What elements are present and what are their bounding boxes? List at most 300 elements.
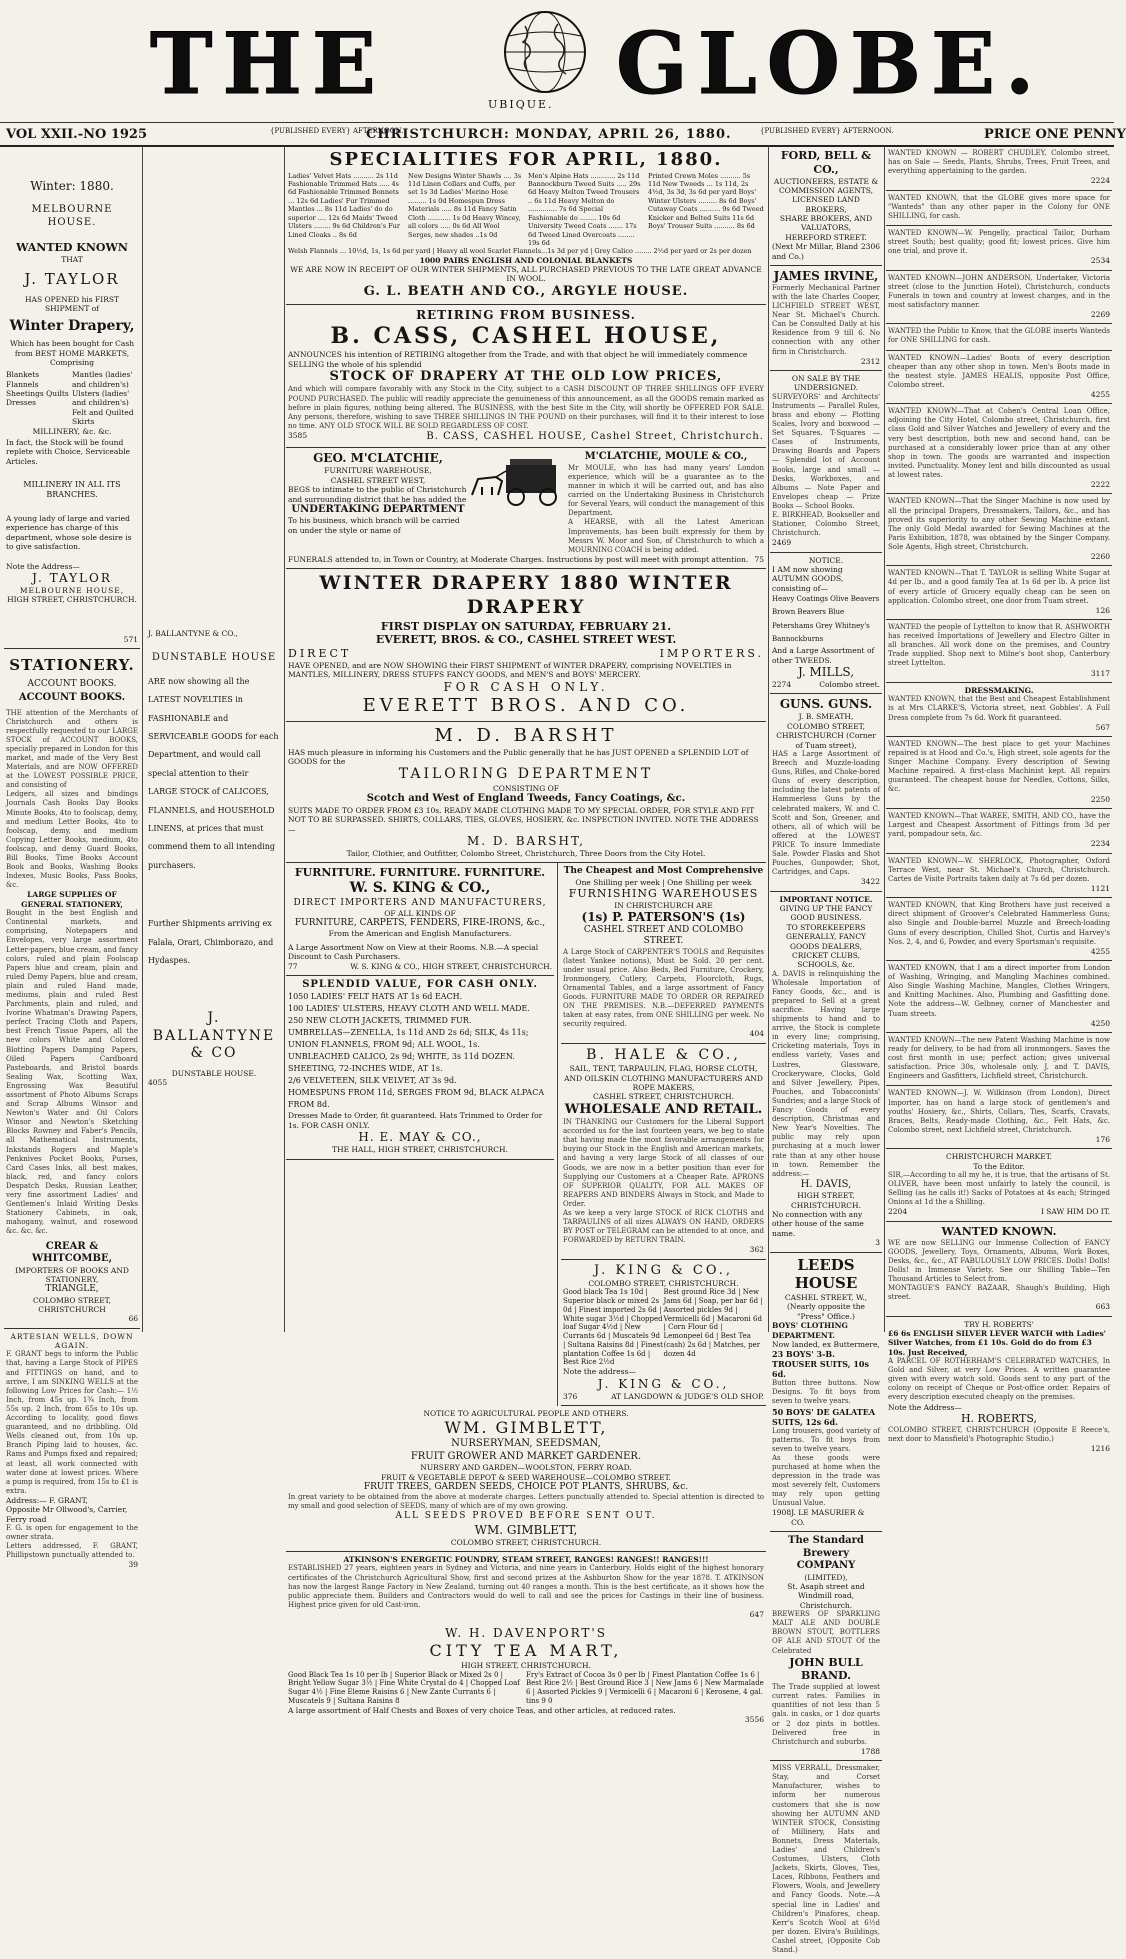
wells-advert: [4, 1329, 140, 1574]
everett-headline: WINTER DRAPERY 1880 WINTER DRAPERY: [319, 572, 733, 618]
may-line: SHEETING, 72-INCHES WIDE, AT 1s.: [288, 1064, 443, 1074]
wanted-advert: [886, 620, 1112, 683]
leeds-line: 50 BOYS' DE GALATEA SUITS, 12s 6d.: [772, 1406, 876, 1427]
wanted-advert: [886, 854, 1112, 899]
leeds-line-note: Long trousers, good variety of patterns. To fit boys from seven to twelve years.: [772, 1426, 880, 1453]
ballantyne-advert: [146, 626, 282, 1092]
mills-street: Colombo street.: [819, 680, 880, 690]
may-address: THE HALL, HIGH STREET, CHRISTCHURCH.: [332, 1145, 508, 1155]
leeds-line: 23 BOYS' 3-B. TROUSER SUITS, 10s 6d.: [772, 1349, 870, 1380]
ad-reference: 4255: [1090, 389, 1110, 399]
wells-address-2: Opposite Mr Ollwood's, Carrier, Ferry road: [6, 1505, 128, 1524]
ad-reference: 1216: [1090, 1443, 1110, 1453]
gimblett-nursery: NURSERY AND GARDEN—WOOLSTON, FERRY ROAD.: [420, 1463, 632, 1473]
wanted-text: WANTED KNOWN—That WAREE, SMITH, AND CO., have the Largest and Cheapest Assortment of Fittings from 3d per yard, pompadour sets, &c.: [888, 811, 1110, 839]
volume-number: VOL XXII.-NO 1925: [6, 127, 148, 142]
ad-reference: 4250: [1090, 1018, 1110, 1028]
ad-reference: 567: [1095, 722, 1110, 732]
ad-reference: 39: [128, 1560, 138, 1570]
bazaar-body: WE are now SELLING our Immense Collection of FANCY GOODS, Jewellery, Toys, Ornaments, Albums, Work Boxes, Desks, &c., &c., AT FABULOUSLY LOW PRICES. Dolls! Dolls! Dolls! in Immense Variety. See our Shilling Table—Ten Thousand Articles to Select from.: [888, 1238, 1110, 1283]
irvine-name: JAMES IRVINE,: [773, 268, 879, 283]
stationery-sub: ACCOUNT BOOKS.: [18, 692, 126, 703]
column-rule: [284, 146, 285, 1332]
published-note-left: {PUBLISHED EVERY} AFTERNOON.: [270, 127, 404, 135]
paterson-title: FURNISHING WAREHOUSES: [568, 886, 759, 900]
column-rule: [884, 146, 885, 1332]
cass-body: And which will compare favorably with any Stock in the City, subject to a CASH DISCOUNT OF THREE SHILLINGS OFF EVERY POUND PURCHASED. The public will readily appreciate the genuineness of this announcement, as all the GOODS remain marked as before in plain figures, nothing being altered. The BUSINESS, with the best Site in the City, will shortly be OFFERED FOR SALE. Any persons, therefore, wishing to save THREE SHILLINGS IN THE POUND on their purchases, will find it to their interest to lose no time. ANY OLD STOCK WILL BE SOLD REGARDLESS OF COST.: [288, 385, 764, 430]
stationery-intro: THE attention of the Merchants of Christchurch and others is respectfully requested to our LARGE STOCK of ACCOUNT BOOKS, specially prepared in London for this market, and made of the Very Best Materials, and are NOW OFFERED at the LOWEST POSSIBLE PRICE, and consisting of: [6, 708, 138, 790]
bazaar-title: WANTED KNOWN.: [941, 1224, 1057, 1238]
masthead-motto: UBIQUE.: [488, 98, 554, 111]
king-from: From the American and English Manufacturers.: [328, 929, 512, 939]
paterson-name: (1s) P. PATERSON'S (1s): [581, 910, 746, 925]
ad-reference: 2306: [860, 242, 880, 252]
ad-reference: 376: [563, 1391, 578, 1401]
speciality-flannels: Welsh Flannels ... 10½d, 1s, 1s 6d per yard | Heavy all wool Scarlet Flannels...1s 3d per yd | Grey Calico ........ 2½d per yard or 2s per dozen: [288, 247, 752, 256]
smeath-title: GUNS. GUNS.: [779, 697, 873, 712]
wanted-text: WANTED KNOWN—J. W. Wilkinson (from London), Direct Importer, has on hand a large stock of gentlemen's and youths' Hosiery, &c., Shirts, Collars, Ties, Scarfs, Cravats, Braces, Belts, Ready-made Clothing, &c., Felt Hats, &c. Colombo street, next Lichfield street, Christchurch.: [888, 1089, 1110, 1134]
davenport-name: W. H. DAVENPORT'S: [445, 1626, 607, 1641]
leeds-landed: Now landed, ex Buttermere,: [772, 1339, 880, 1349]
column-4: [770, 146, 882, 1955]
leeds-street: CASHEL STREET, W.,: [784, 1293, 868, 1303]
brewery-advert: [770, 1532, 882, 1761]
wanted-text: WANTED the Public to Know, that the GLOBE inserts Wanteds for ONE SHILLING for cash.: [888, 327, 1110, 345]
barsht-advert: [286, 722, 766, 863]
wanted-advert: [886, 961, 1112, 1033]
atkinson-advert: [286, 1552, 766, 1623]
paterson-advert: [561, 863, 766, 1043]
mills-advert: [770, 553, 882, 695]
king-trade: DIRECT IMPORTERS AND MANUFACTURERS,: [293, 897, 547, 908]
may-line: UMBRELLAS—ZENELLA, 1s 11d AND 2s 6d; SILK, 4s 11s;: [288, 1028, 529, 1038]
ad-reference: 1121: [1090, 883, 1110, 893]
may-dresses: Dresses Made to Order, fit guaranteed. Hats Trimmed to Order for 1s. FOR CASH ONLY.: [288, 1111, 543, 1130]
cass-footer: B. CASS, CASHEL HOUSE, Cashel Street, Christchurch.: [426, 430, 764, 442]
ad-reference: 647: [749, 1609, 764, 1619]
mclatchie-dept: UNDERTAKING DEPARTMENT: [291, 503, 465, 515]
column-3: [286, 146, 766, 1725]
ad-reference: 2250: [1090, 794, 1110, 804]
stationery-place: TRIANGLE,: [45, 1284, 99, 1295]
ford-licensed: LICENSED LAND BROKERS,: [792, 195, 860, 214]
irvine-body: Formerly Mechanical Partner with the late Charles Cooper, LICHFIELD STREET WEST, Near St. Michael's Church. Can be Consulted Daily at his Residence from 9 till 6. No connection with any other firm in Christchurch.: [772, 283, 880, 356]
smeath-name: J. B. SMEATH,: [798, 712, 854, 722]
roberts-top: TRY H. ROBERTS': [964, 1319, 1034, 1329]
king-advert: [286, 863, 554, 976]
signature-street: HIGH STREET, CHRISTCHURCH.: [7, 595, 137, 605]
wanted-advert: [886, 1086, 1112, 1149]
davis-street: HIGH STREET, CHRISTCHURCH.: [791, 1191, 861, 1210]
wells-address: Address:— F. GRANT,: [6, 1495, 88, 1505]
mclatchie-funerals: FUNERALS attended to, in Town or Country, at Moderate Charges. Instructions by post will meet with prompt attention.: [288, 554, 749, 564]
paterson-in: IN CHRISTCHURCH ARE: [614, 900, 713, 910]
wanted-text: WANTED KNOWN, that the GLOBE gives more space for "Wanteds" than any other paper in the Colony for ONE SHILLING, for cash.: [888, 193, 1110, 220]
davenport-advert: [286, 1623, 766, 1728]
davis-body: A. DAVIS is relinquishing the Wholesale Importation of Fancy Goods, &c., and is prepared to Sell at a great sacrifice. Having large shipments to hand and to arrive, the Stock is complete in every line; comprising, Cricketing materials, Toys in endless variety, Vases and Lustres, Glassware, Crockeryware, Clocks, Gold and Silver Jewellery, Pipes, Pouches, and Tobacconists' Sundries; and a large Stock of Fancy Goods of every description, Christmas and New Year's Novelties. The public may rely upon purchasing at a much lower rate than at any other house in town. Remember the address:—: [772, 969, 880, 1178]
wanted-advert: [886, 1033, 1112, 1086]
leeds-note: (Nearly opposite the "Press" Office.): [786, 1302, 865, 1321]
hearse-icon: [468, 451, 568, 511]
barsht-goods: Scotch and West of England Tweeds, Fancy Coatings, &c.: [366, 793, 686, 805]
speciality-blankets: 1000 PAIRS ENGLISH AND COLONIAL BLANKETS: [419, 255, 633, 265]
column-rule: [768, 146, 769, 1332]
king-name: W. S. KING & CO.,: [349, 880, 491, 897]
ad-reference: 404: [749, 1029, 764, 1039]
brewery-address: St. Asaph street and Windmill road, Christchurch.: [787, 1582, 865, 1610]
ad-reference: 2469: [772, 538, 792, 548]
mills-notice: NOTICE.: [808, 555, 844, 565]
wanted-advert: [886, 404, 1112, 494]
ad-reference: 2534: [1090, 256, 1110, 266]
ballantyne-sig-house: DUNSTABLE HOUSE.: [171, 1068, 257, 1078]
cass-stock: STOCK OF DRAPERY AT THE OLD LOW PRICES,: [329, 369, 723, 385]
may-headline: SPLENDID VALUE, FOR CASH ONLY.: [302, 978, 538, 990]
season: Winter: 1880.: [30, 179, 114, 193]
speciality-advance: WE ARE NOW IN RECEIPT OF OUR WINTER SHIPMENTS, ALL PURCHASED PREVIOUS TO THE LATE GREAT ADVANCE IN WOOL.: [290, 264, 762, 284]
wanted-text: WANTED the people of Lyttelton to know that R. ASHWORTH has received Importations of Jewellery and Electro Gilter in all branches. All work done on the premises, and Country Trade supplied. Shop next to Milne's boot shop, Canterbury street Lyttelton.: [888, 623, 1110, 668]
comprising: Comprising: [49, 357, 95, 367]
barsht-signature: M. D. BARSHT,: [467, 833, 585, 848]
stationery-title: STATIONERY.: [9, 656, 135, 674]
jking-address: AT LANGDOWN & JUDGE'S OLD SHOP.: [611, 1391, 764, 1401]
everett-advert: [286, 569, 766, 722]
ad-reference: 2260: [1090, 551, 1110, 561]
wanted-text: WANTED KNOWN—JOHN ANDERSON, Undertaker, Victoria street (close to the Junction Hotel), Christchurch, conducts Funerals in town and country at lowest charges, and in the most satisfactory manner.: [888, 273, 1110, 309]
king-view: A Large Assortment Now on View at their Rooms. N.B.—A special Discount to Cash Purchasers.: [288, 942, 539, 962]
wanted-advert: [886, 351, 1112, 405]
verrall-advert: [770, 1761, 882, 1959]
hale-name: B. HALE & CO.,: [586, 1046, 741, 1063]
leeds-advert: [770, 1253, 882, 1533]
gimblett-body: In great variety to be obtained from the above at moderate charges. Letters punctually attended to. Special attention is directed to my small and good selection of SEEDS, many of which are of my own growing.: [288, 1493, 764, 1511]
jking-name: J. KING & CO.,: [593, 1262, 734, 1278]
paterson-street: CASHEL STREET AND COLOMBO STREET.: [583, 925, 744, 947]
gimblett-notice: NOTICE TO AGRICULTURAL PEOPLE AND OTHERS.: [423, 1408, 629, 1418]
ad-reference: 4055: [148, 1078, 168, 1088]
ballantyne-signature: J. BALLANTYNE & CO: [152, 1010, 276, 1062]
mills-body: I AM now showing AUTUMN GOODS, consisting of—: [772, 565, 844, 593]
wanted-text: WANTED KNOWN—That the Singer Machine is now used by all the principal Drapers, Dressmakers, Tailors, &c., and has proved its superiority to any other Sewing Machine extant. The only Gold Medal awarded for Sewing Machines at the Paris Exhibition, 1878, was obtained by the Singer Company. Sole Agents, High street, Christchurch.: [888, 497, 1110, 551]
masthead: [0, 0, 1114, 122]
wanted-heading: WANTED KNOWN: [16, 241, 128, 254]
ad-reference: 1788: [860, 1746, 880, 1756]
brewery-trade: The Trade supplied at lowest current rates. Families in quantities of not less than 5 gals. in casks, or 1 doz quarts or 2 doz pints in bottles. Delivered free in Christchurch and suburbs.: [772, 1683, 880, 1746]
ad-reference: 1908: [772, 1508, 792, 1518]
wanted-text: WANTED KNOWN—The new Patent Washing Machine is now ready for delivery, to be had from all ironmongers. Saves the cost first month in use; perfect action; gives universal satisfaction. Price 30s, wholesale only. J. and T. DAVIS, Engineers and Gasfitters, Lichfield street, Christchurch.: [888, 1036, 1110, 1081]
gimblett-advert: [286, 1406, 766, 1552]
gimblett-name: WM. GIMBLETT,: [444, 1418, 608, 1438]
cass-announces: ANNOUNCES his intention of RETIRING altogether from the Trade, and with that object he will immediately commence SELLING the whole of his splendid: [288, 350, 748, 369]
verrall-body: MISS VERRALL, Dressmaker, Stay, and Corset Manufacturer, wishes to inform her numerous customers that she is now showing her AUTUMN AND WINTER STOCK, Consisting of Millinery, Hats and Bonnets, Dress Materials, Ladies' and Children's Costumes, Ulsters, Cloth Jackets, Skirts, Gloves, Ties, Laces, Ribbons, Feathers and Flowers, Wools, and Jewellery and Fancy Goods. Note.—A special line in Ladies' and Children's Pinafores, cheap. Kerr's Scotch Wool at 6½d per dozen. Elvira's Buildings, Cashel street, (Opposite Cob Stand.): [772, 1764, 880, 1955]
atkinson-title: ATKINSON'S ENERGETIC FOUNDRY, STEAM STREET, RANGES! RANGES!! RANGES!!!: [343, 1555, 709, 1565]
gimblett-trees: FRUIT TREES, GARDEN SEEDS, CHOICE POT PLANTS, SHRUBS, &c.: [363, 1482, 689, 1492]
specialities-title: SPECIALITIES FOR APRIL, 1880.: [329, 149, 723, 170]
lower-section: [286, 863, 766, 1406]
may-line: HOMESPUNS FROM 11d, SERGES FROM 9d, BLACK ALPACA FROM 8d.: [288, 1088, 545, 1110]
price: PRICE ONE PENNY: [984, 127, 1126, 142]
masthead-title-left: THE: [150, 14, 386, 113]
dressmaking-advert: [886, 683, 1112, 737]
ad-reference: 126: [1095, 605, 1110, 615]
ad-reference: 77: [288, 961, 298, 971]
hale-trade: SAIL, TENT, TARPAULIN, FLAG, HORSE CLOTH, AND OILSKIN CLOTHING MANUFACTURERS AND ROPE MAKERS,: [564, 1064, 763, 1093]
davis-name: H. DAVIS,: [800, 1178, 852, 1190]
jking-note: Note the address—: [563, 1367, 636, 1377]
everett-importers: IMPORTERS.: [659, 647, 764, 661]
mills-more: And a Large Assortment of other TWEEDS.: [772, 646, 875, 665]
wanted-advert: [886, 146, 1112, 191]
hale-advert: [561, 1044, 766, 1260]
speciality-list: Ladies' Velvet Hats .......... 2s 11d Fashionable Trimmed Hats ..... 4s 6d Fashionable Trimmed Bonnets ... 12s 6d Ladies' Fur Trimmed Mantles ... 8s 11d Ladies' do do superior .... 12s 6d Maids' Tweed Ulsters ........ 9s 6d Children's Fur Lined Cloaks .. 8s 6d: [288, 171, 400, 239]
ford-sub: AUCTIONEERS, ESTATE & COMMISSION AGENTS,: [773, 176, 879, 195]
specialities-footer: G. L. BEATH AND CO., ARGYLE HOUSE.: [363, 283, 689, 299]
ad-reference: 3556: [744, 1715, 764, 1725]
items-right: Mantles (ladies' and children's) Ulsters (ladies' and children's) Felt and Quilted Skirts: [72, 370, 134, 427]
wells-note: F. G. is open for engagement to the owner strata.: [6, 1524, 138, 1542]
brewery-body: BREWERS OF SPARKLING MALT ALE AND DOUBLE BROWN STOUT, BOTTLERS OF ALE AND STOUT Of the Celebrated: [772, 1610, 880, 1655]
everett-direct: DIRECT: [288, 647, 352, 661]
wanted-text: WANTED KNOWN — ROBERT CHUDLEY, Colombo street, has on Sale — Seeds, Plants, Shrubs, Trees, Fruit Trees, and everything appertaining to the garden.: [888, 149, 1110, 176]
wanted-advert: [886, 566, 1112, 620]
roberts-body: A PARCEL OF ROTHERHAM'S CELEBRATED WATCHES, In Gold and Silver, at very Low Prices. A written guarantee given with every watch sold. Goods sent to any part of the colony on receipt of Cheque or Post-office order. Repairs of every description executed cheaply on the premises.: [888, 1357, 1110, 1402]
ad-reference: 2204: [888, 1207, 908, 1217]
gimblett-depot: FRUIT & VEGETABLE DEPOT & SEED WAREHOUSE—COLOMBO STREET.: [381, 1472, 671, 1482]
hale-street: CASHEL STREET, CHRISTCHURCH.: [592, 1092, 735, 1102]
wells-body: F. GRANT begs to inform the Public that, having a Large Stock of PIPES and FITTINGS on hand, and to arrive, I am SINKING WELLS at the following Low Prices for Cash:— 1½ Inch, from 45s up. 1¾ Inch, from 55s up. 2 Inch, from 65s to 10s up. According to locality, good flows guaranteed, and no dribbling. Old Wells cleaned out, from 10s up. Branch Piping laid to houses, &c. Rams and Pumps fixed and repaired; at least, all work connected with water done at lowest prices. Where a pump is required, from 15s to £1 is extra.: [6, 1350, 138, 1495]
roberts-address: COLOMBO STREET, CHRISTCHURCH (Opposite E Reece's, next door to Mansfield's Photographic Studio.): [888, 1425, 1110, 1443]
stationery-list: Ledgers, all sizes and bindings Journals Cash Books Day Books Minute Books, 4to to foolscap, demy, and medium Letter Books, 4to to foolscap, demy, and medium Copying Letter Books, medium, 4to foolscap, and demy Guard Books, Bill Books, Time Books Account Book and Books, Washing Books Indexes, Music Books, Pass Books, &c.: [6, 790, 138, 890]
ad-reference: 3422: [860, 877, 880, 887]
roberts-advert: [886, 1317, 1112, 1458]
davis-note: No connection with any other house of the same name.: [772, 1210, 864, 1238]
ad-reference: 2224: [1090, 176, 1110, 186]
ad-reference: 4255: [1090, 946, 1110, 956]
letter-signature: I SAW HIM DO IT.: [1040, 1207, 1110, 1217]
ad-reference: 3117: [1090, 668, 1110, 678]
davenport-title: CITY TEA MART,: [429, 1641, 623, 1661]
ad-reference: 663: [1095, 1302, 1110, 1312]
mclatchie-firm: M'CLATCHIE, MOULE & CO.,: [584, 451, 748, 463]
ad-reference: 2269: [1090, 309, 1110, 319]
ad-reference: 66: [128, 1314, 138, 1324]
gimblett-seeds: ALL SEEDS PROVED BEFORE SENT OUT.: [395, 1511, 657, 1522]
leeds-line-note: Button three buttons. Now Designs. To fit boys from seven to twelve years.: [772, 1379, 880, 1406]
masthead-title-right: GLOBE.: [616, 14, 1045, 113]
wanted-text: WANTED KNOWN, that I am a direct importer from London of Washing, Wringing, and Mangling Machines combined. Also Single Washing Machine, Mangles, Clothes Wringers, and Knitting Machines. Also, Plumbing and Gasfitting done. Note the address—W. Gelbney, corner of Manchester and Tuam streets.: [888, 964, 1110, 1018]
gimblett-signature: WM. GIMBLETT,: [474, 1522, 578, 1537]
everett-body: HAVE OPENED, and are NOW SHOWING their FIRST SHIPMENT of WINTER DRAPERY, comprising NOVELTIES in MANTLES, MILLINERY, DRESS STUFFS FANCY GOODS, and MEN'S and BOYS' MERCERY.: [288, 660, 732, 680]
paterson-body: A Large Stock of CARPENTER'S TOOLS and Requisites (latest Yankee notions), Must be Sold. 20 per cent. under usual price. Also Beds, Bed Furniture, Crockery, Ironmongery, Cutlery, Carpets, Floorcloth, Rugs, Ornamental Tables, and a large assortment of Fancy Goods. FURNITURE MADE TO ORDER OR REPAIRED ON THE PREMISES. N.B.—DEFERRED PAYMENTS taken at easy rates, from ONE SHILLING per week. No security required.: [563, 947, 764, 1029]
wanted-text: WANTED KNOWN—The best place to get your Machines repaired is at Hood and Co.'s, High street, sole agents for the Singer Machine Company. Every description of Sewing Machine repaired. A first-class Machinist kept. All repairs guaranteed. The cheapest house for Needles, Cottons, Silks, &c.: [888, 739, 1110, 794]
king-headline: FURNITURE. FURNITURE. FURNITURE.: [294, 866, 546, 880]
ad-reference: 362: [749, 1245, 764, 1255]
smeath-body: HAS a Large Assortment of Breech and Muzzle-loading Guns, Rifles, and Choke-bored Guns of every description, including the latest patents of Hammerless Guns by the celebrated makers, W. and C. Scott and Son, Greener, and others, all of which will be offered at the LOWEST PRICE To insure Immediate Sale. Powder Flasks and Shot Pouches, Gunpowder, Shot, Cartridges, and Caps.: [772, 749, 880, 877]
leeds-signature: J. LE MASURIER & CO.: [791, 1508, 865, 1527]
everett-cash: FOR CASH ONLY.: [443, 679, 609, 694]
letter-editor: To the Editor.: [973, 1161, 1025, 1171]
millinery-heading: MILLINERY IN ALL ITS BRANCHES.: [23, 480, 121, 499]
jking-advert: [561, 1260, 766, 1406]
wanted-advert: [886, 898, 1112, 961]
hale-body: IN THANKING our Customers for the Liberal Support accorded us for the last fourteen years, we beg to state that having made the most favorable arrangements for buying our Stock in the English and American markets, and having a very large Stock of all classes of our Goods, we are now in a better position than ever for Supplying our Customers at a Cheaper Rate. APRONS OF SUPERIOR QUALITY, FOR ALL MAKES OF REAPERS AND BINDERS Always in Stock, and Made to Order.: [563, 1118, 764, 1208]
king-kinds: OF ALL KINDS OF: [384, 908, 456, 918]
birkhead-title: ON SALE BY THE UNDERSIGNED.: [791, 374, 861, 393]
ballantyne-body: ARE now showing all the LATEST NOVELTIES in FASHIONABLE and SERVICEABLE GOODS for each Department, and would call special attention to their LARGE STOCK of CALICOES, FLANNELS, and HOUSEHOLD LINENS, at prices that must commend them to all intending purchasers.: [148, 676, 279, 870]
market-title: CHRISTCHURCH MARKET.: [945, 1152, 1053, 1162]
everett-firm: EVERETT, BROS. & CO., CASHEL STREET WEST.: [375, 633, 677, 647]
place-date: CHRISTCHURCH: MONDAY, APRIL 26, 1880.: [366, 127, 732, 142]
hale-stock: As we keep a very large STOCK of RICK CLOTHS and TARPAULINS of all sizes ALWAYS ON HAND, ORDERS BY POST or TELEGRAM can be attended to at once, and FORWARDED by RETURN TRAIN.: [563, 1209, 764, 1245]
roberts-price: £6 6s ENGLISH SILVER LEVER WATCH with Ladies' Silver Watches, from £1 10s. Gold do do from £3 10s. Just Received,: [888, 1328, 1106, 1357]
ad-reference: 571: [123, 634, 138, 644]
taylor-advert: [4, 146, 140, 649]
cass-advert: [286, 305, 766, 448]
may-line: 250 NEW CLOTH JACKETS, TRIMMED FUR.: [288, 1016, 472, 1026]
ad-reference: 3585: [288, 430, 308, 440]
wanted-advert: [886, 191, 1112, 226]
wanted-text: WANTED KNOWN—W. Pengelly, practical Tailor, Durham street South; best quality; good fit; lowest prices. Give him one trial, and prove it.: [888, 228, 1110, 256]
lady-note: A young lady of large and varied experience has charge of this department, whose sole desire is to give satisfaction.: [6, 514, 132, 552]
davenport-prices-left: Good Black Tea 1s 10 per lb | Superior Black or Mixed 2s 0 | Bright Yellow Sugar 3½ | Fine White Crystal do 4 | Chopped Loaf Sugar 4½ | Fine Eleme Raisins 6 | New Zante Currants 6 | Muscatels 9 | Sultana Raisins 8: [288, 1670, 520, 1705]
stationery-firm-sub: IMPORTERS OF BOOKS AND STATIONERY,: [15, 1265, 129, 1284]
barsht-consisting: CONSISTING OF: [493, 783, 559, 793]
davis-sub-2: TO STOREKEEPERS GENERALLY, FANCY GOODS DEALERS, CRICKET CLUBS, SCHOOLS, &c.: [785, 922, 867, 970]
ad-reference: 3: [875, 1238, 880, 1248]
wanted-advert: [886, 494, 1112, 566]
ford-name: FORD, BELL & CO.,: [780, 149, 872, 176]
ford-street: HEREFORD STREET.: [785, 232, 867, 242]
barsht-address: Tailor, Clothier, and Outfitter, Colombo Street, Christchurch, Three Doors from the City Hotel.: [346, 848, 706, 858]
wanted-advert: [886, 809, 1112, 854]
column-rule: [142, 146, 143, 1332]
ad-reference: 176: [1095, 1134, 1110, 1144]
wanted-text: WANTED KNOWN—That T. TAYLOR is selling White Sugar at 4d per lb., and a good family Tea at 1s 6d per lb. A price list of every article of Grocery equally cheap can be seen on application. Colombo street, one door from Tuam street.: [888, 569, 1110, 605]
jking-signature: J. KING & CO.,: [597, 1376, 730, 1391]
mclatchie-firm-body: Mr MOULE, who has had many years' London experience, which will be a guarantee as to the manner in which it will be carried out, and has also carried on the Undertaking Business in Christchurch for Several Years, will conduct the management of this Department.: [568, 463, 764, 518]
paterson-top: The Cheapest and Most Comprehensive: [563, 866, 764, 877]
wells-title: ARTESIAN WELLS, DOWN AGAIN.: [10, 1331, 134, 1350]
davenport-prices-right: Fry's Extract of Cocoa 3s 0 per lb | Finest Plantation Coffee 1s 6 | Best Rice 2½ | Best Ground Rice 3 | New Jams 6 | New Marmalade 6 | Assorted Pickles 9 | Vermicelli 6 | Macaroni 6 | Kerosene, 4 gal. tins 9 0: [526, 1670, 764, 1705]
stationery-advert: [4, 649, 140, 1329]
that-word: THAT: [61, 254, 83, 264]
market-letter: [886, 1149, 1112, 1222]
hale-headline: WHOLESALE AND RETAIL.: [564, 1101, 763, 1117]
mills-items: Heavy Coatings Olive Beavers Brown Beavers Blue Petershams Grey Whitney's Bannockburns: [772, 595, 880, 644]
wanted-text: WANTED KNOWN, that King Brothers have just received a direct shipment of Groover's Celebrated Hammerless Guns; also Single and Double-barrel Muzzle and Breech-loading Guns of every description, Chilled Shot, Curtis and Harvey's Nos. 2, 4, and 6, Powder, and every Sportsman's requisite.: [888, 901, 1110, 946]
mclatchie-hearse: A HEARSE, with all the Latest American Improvements, has been built expressly for them by Messrs W. Moor and Son, of Christchurch to which a MOURNING COACH is being added.: [568, 518, 764, 554]
atkinson-body: ESTABLISHED 27 years, eighteen years in Sydney and Victoria, and nine years in Canterbury. Holds eight of the highest honorary certificates of the Christchurch Agricultural Show, first and second prizes at the Ashburton Show for the year 1878. T. ATKINSON has now the largest Range Factory in New Zealand, turning out 40 ranges a month. This is the best certificate, as it shows how the public appreciate them. Builders and Contractors would do well to call and see the prices for Castings in their line of business. Highest price given for old Cast-iron.: [288, 1564, 764, 1609]
bought-note: Which has been bought for Cash from BEST HOME MARKETS,: [9, 339, 135, 358]
house-name: MELBOURNE HOUSE.: [31, 204, 113, 228]
items-left: Blankets Flannels Sheetings Quilts Dresses: [6, 370, 69, 408]
ad-reference: 2274: [772, 680, 792, 690]
roberts-name: H. ROBERTS,: [960, 1411, 1038, 1425]
leeds-dept: BOYS' CLOTHING DEPARTMENT.: [772, 1321, 848, 1340]
brewery-brand: JOHN BULL BRAND.: [789, 1655, 863, 1683]
ad-reference: 2222: [1090, 480, 1110, 490]
cass-retiring: RETIRING FROM BUSINESS.: [416, 307, 636, 322]
advertiser-name: J. TAYLOR: [24, 270, 120, 289]
davenport-street: HIGH STREET, CHRISTCHURCH.: [461, 1661, 591, 1671]
stationery-firm: CREAR & WHITCOMBE,: [31, 1240, 113, 1264]
stationery-large: LARGE SUPPLIES OF GENERAL STATIONERY,: [21, 890, 123, 909]
mclatchie-street: CASHEL STREET WEST,: [330, 475, 426, 485]
king-goods: FURNITURE, CARPETS, FENDERS, FIRE-IRONS, &c.,: [294, 918, 546, 929]
everett-footer: EVERETT BROS. AND CO.: [362, 694, 690, 716]
wanted-text: WANTED KNOWN, that the Best and Cheapest Establishment is at Mrs CLARKE'S, Victoria street, next Gobbles'. A Full Dress complete from 7s 6d. Work fit guaranteed.: [888, 695, 1110, 722]
ford-share: SHARE BROKERS, AND VALUATORS,: [779, 214, 873, 233]
paterson-weekly: One Shilling per week | One Shilling per week: [575, 877, 752, 887]
ballantyne-name: J. BALLANTYNE & CO.,: [148, 629, 238, 638]
column-1: [4, 146, 140, 1570]
jking-prices-left: Good black Tea 1s 10d | Superior black or mixed 2s 0d | Finest imported 2s 6d | White sugar 3½d | Chopped loaf Sugar 4½d | New Currants 6d | Muscatels 9d | Sultana Raisins 8d | Finest plantation Coffee 1s 6d | Best Rice 2½d: [563, 1288, 663, 1367]
brewery-title: The Standard Brewery COMPANY: [788, 1535, 864, 1572]
birkhead-advert: [770, 371, 882, 553]
speciality-list: Printed Crewn Moles .......... 5s 11d New Tweeds ... 1s 11d, 2s 4½d, 3s 3d, 3s 6d per yard Boys' Winter Ulsters ......... 8s 6d Boys' Cutaway Coats .......... 9s 6d Tweed Knicker and Belted Suits 11s 6d Boys' Trouser Suits .......... 8s 6d: [648, 171, 764, 231]
barsht-dept: TAILORING DEPARTMENT: [398, 766, 654, 783]
jking-prices-right: Best ground Rice 3d | New Jams 6d | Soap, per bar 6d | Assorted pickles 9d | Vermicelli 6d | Macaroni 6d | Corn Flour 6d | Lemonpeel 6d | Best Tea (cash) 2s 6d | Matches, per dozen 4d: [663, 1288, 763, 1358]
speciality-list: New Designs Winter Shawls .... 3s 11d Linen Collars and Cuffs, per set 1s 3d Ladies' Merino Hose ......... 1s 0d Homespun Dress Materials ..... 8s 11d Fancy Satin Cloth ........... 1s 0d Heavy Wincey, all colors ..... 0s 6d All Wool Serges, new shades ..1s 0d: [408, 171, 522, 239]
may-line: UNION FLANNELS, FROM 9d; ALL WOOL, 1s.: [288, 1040, 480, 1050]
ballantyne-further: Further Shipments arriving ex Falala, Orari, Chimborazo, and Hydaspes.: [148, 919, 274, 965]
globe-icon: [470, 6, 620, 102]
barsht-name: M. D. BARSHT: [434, 725, 618, 747]
signature-name: J. TAYLOR: [32, 570, 112, 585]
may-name: H. E. MAY & CO.,: [358, 1130, 482, 1145]
address-note: Note the Address—: [6, 561, 80, 571]
signature-house: MELBOURNE HOUSE,: [19, 585, 125, 595]
davis-title: IMPORTANT NOTICE.: [779, 894, 873, 904]
roberts-note: Note the Address—: [888, 1402, 962, 1412]
may-line: 100 LADIES' ULSTERS, HEAVY CLOTH AND WELL MADE.: [288, 1004, 530, 1014]
wanted-text: WANTED KNOWN—Ladies' Boots of every description cheaper than any other shop in town. Men's Boots made in the neatest style. JAMES HEALIS, opposite Post Office, Colombo street.: [888, 353, 1110, 389]
birkhead-signature: E. BIRKHEAD, Bookseller and Stationer, Colombo Street, Christchurch.: [772, 510, 880, 538]
millinery-note: MILLINERY, &c. &c.: [32, 426, 112, 436]
gimblett-address: COLOMBO STREET, CHRISTCHURCH.: [450, 1537, 602, 1547]
speciality-list: Men's Alpine Hats ............ 2s 11d Bannockburn Tweed Suits ..... 29s 6d Heavy Melton Tweed Trousers .. 6s 11d Heavy Melton do .............. 7s 6d Special Fashionable do ........ 10s 6d University Tweed Coats ....... 17s 6d Tweed Lined Overcoats ........ 19s 6d: [528, 171, 641, 247]
wanted-advert: [886, 324, 1112, 350]
mclatchie-sub: FURNITURE WAREHOUSE,: [324, 466, 432, 476]
cass-name: B. CASS, CASHEL HOUSE,: [330, 322, 722, 349]
dressmaking-title: DRESSMAKING.: [964, 685, 1034, 695]
stock-note: In fact, the Stock will be found replete with Choice, Serviceable Articles.: [6, 437, 130, 466]
wells-letters: Letters addressed, F. GRANT, Phillipstown punctually attended to.: [6, 1542, 138, 1560]
birkhead-body: SURVEYORS' and Architects' Instruments — Parallel Rules, brass and ebony — Plotting Scales, Ivory and boxwood — Set Squares, T-Squares — Cases of Instruments, Drawing Boards and Papers — Splendid lot of Account Books, large and small — Desks, Workboxes, and Albums — Note Paper and Envelopes cheap — Prize Books — School Books.: [772, 392, 880, 510]
mclatchie-name: GEO. M'CLATCHIE,: [313, 451, 443, 466]
bazaar-signature: MONTAGUE'S FANCY BAZAAR, Shaugh's Building, High street.: [888, 1284, 1110, 1302]
bazaar-advert: [886, 1222, 1112, 1317]
opened-note: HAS OPENED his FIRST SHIPMENT of: [25, 294, 119, 314]
specialities-advert: [286, 146, 766, 305]
jking-street: COLOMBO STREET, CHRISTCHURCH.: [588, 1279, 739, 1288]
letter-body: SIR,—According to all my he, it is true, that the artisans of St. OLIVER, have been most unfairly to lately the council, is Selling (as he calls it!) Sacks of Potatoes at 4s each; Stringed Onions at 1d the a Shilling.: [888, 1171, 1110, 1207]
stationery-large-list: Bought in the best English and Continental markets, and comprising, Notepapers and Envelopes, very large assortment Letter-papers, blue cream, and fancy colors, ruled and plain Foolscap Papers blue and cream, plain and ruled Demy Papers, blue and cream, plain and ruled Hand made, mediums, plain and ruled Best Parchments, plain and ruled, and Ivorine Whatman's Drawing Papers, perfect Tracing Cloth and Papers, best French Tissue Papers, all the new colors White and Colored Blotting Papers Damping Papers, Oiled Papers Cardboard Pasteboards, and Bristol boards Sealing Wax, Scotting Wax, Engrossing Wax Beautiful assortment of Photo Albums Scraps and Scrap Albums Winsor and Newton's Water and Oil Colors Winsor and Newton's Sketching Blocks Rowney and Faber's Pencils, all Mathematical Instruments, Inkstands Rogers and Maple's Penknives Pocket Books, Purses, Card Cases Inks, all best makes, black, red, and fancy colors Despatch Desks, Russian Leather, very fine assortment Ladies' and Gentlemen's Inlaid Writing Desks Stationery Cabinets, in oak, mahogany, walnut, and rosewood &c. &c. &c.: [6, 909, 138, 1236]
may-line: UNBLEACHED CALICO, 2s 9d; WHITE, 3s 11d DOZEN.: [288, 1052, 515, 1062]
irvine-advert: [770, 266, 882, 371]
may-advert: [286, 976, 554, 1160]
king-address: W. S. KING & CO., HIGH STREET, CHRISTCHURCH.: [350, 961, 552, 971]
wanted-advert: [886, 737, 1112, 809]
mills-name: J. MILLS,: [797, 665, 855, 680]
mclatchie-body: BEGS to intimate to the public of Christchurch and surrounding district that he has added the: [288, 485, 467, 504]
mclatchie-advert: [286, 448, 766, 569]
stationery-street: COLOMBO STREET, CHRISTCHURCH: [33, 1295, 111, 1314]
ford-advert: [770, 146, 882, 266]
gimblett-trade-2: FRUIT GROWER AND MARKET GARDENER.: [410, 1450, 642, 1462]
wanted-text: WANTED KNOWN—W. SHERLOCK, Photographer, Oxford Terrace West, near St. Michael's Church, Christchurch. Cartes de Visite Portraits taken daily at 7s 6d per dozen.: [888, 856, 1110, 883]
ad-reference: 2234: [1090, 839, 1110, 849]
